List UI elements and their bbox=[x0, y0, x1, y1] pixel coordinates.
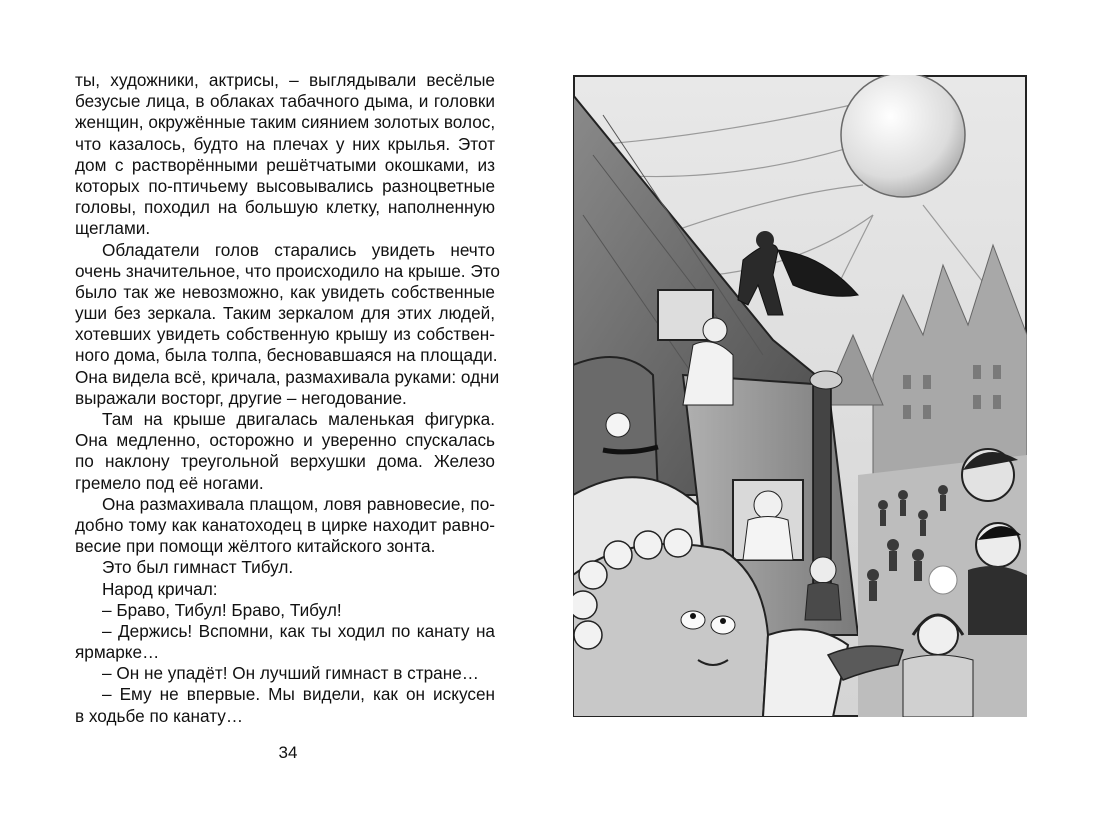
illustration-drawing bbox=[573, 75, 1027, 717]
text-line: в ходьбе по канату… bbox=[75, 705, 244, 726]
text-line: Она видела всё, кричала, размахивала руками: одни bbox=[75, 366, 500, 387]
text-line: уши без зеркала. Таким зеркалом для этих людей, bbox=[75, 303, 495, 324]
illustration-tibul-on-roof bbox=[573, 75, 1027, 717]
paragraph-start: Там на крыше двигалась маленькая фигурка. bbox=[102, 409, 495, 429]
text-line: щеглами. bbox=[75, 218, 151, 239]
dialogue-line: – Держись! Вспомни, как ты ходил по канату на bbox=[102, 620, 495, 641]
text-line: что казалось, будто на плечах у них крылья. Этот bbox=[75, 133, 495, 154]
text-line: головы, походил на большую клетку, наполненную bbox=[75, 197, 495, 218]
dialogue-line: – Ему не впервые. Мы видели, как он искусен bbox=[102, 684, 495, 705]
page-number: 34 bbox=[278, 743, 298, 762]
dialogue-line: – Браво, Тибул! Браво, Тибул! bbox=[102, 599, 342, 620]
window-figure-head bbox=[703, 318, 727, 342]
text-line: Она медленно, осторожно и уверенно спускалась bbox=[75, 430, 495, 451]
text-line: ты, художники, актрисы, – выглядывали весёлые bbox=[75, 70, 495, 90]
text-line: ярмарке… bbox=[75, 642, 160, 663]
snowball-icon bbox=[929, 566, 957, 594]
text-line: хотевших увидеть собственную крышу из собствен- bbox=[75, 324, 495, 345]
text-line: выражали восторг, другие – негодование. bbox=[75, 387, 407, 408]
text-line: которых по-птичьему высовывались разноцветные bbox=[75, 175, 495, 196]
crowd-face-right-middle bbox=[968, 523, 1027, 635]
white-shoulder bbox=[763, 629, 848, 717]
text-line: женщин, окружённые таким сиянием золотых волос, bbox=[75, 112, 496, 133]
text-column bbox=[75, 70, 500, 727]
text-line: очень значительное, что происходило на крыше. Это bbox=[75, 260, 500, 281]
paragraph-start: Народ кричал: bbox=[102, 578, 218, 599]
text-line: было так же невозможно, как увидеть собственные bbox=[75, 281, 495, 302]
boy-figure bbox=[805, 557, 841, 620]
girl-body bbox=[743, 517, 793, 561]
text-line: по наклону треугольной верхушки дома. Железо bbox=[75, 451, 495, 472]
balloon-icon bbox=[841, 75, 965, 197]
text-line: гремело под её ногами. bbox=[75, 472, 264, 493]
chimney-cap bbox=[810, 371, 842, 389]
text-line: безусые лица, в облаках табачного дыма, и головки bbox=[75, 91, 495, 112]
paragraph-start: Это был гимнаст Тибул. bbox=[102, 557, 294, 578]
girl-head bbox=[754, 491, 782, 519]
text-line: весие при помощи жёлтого китайского зонта. bbox=[75, 536, 436, 557]
text-line: добно тому как канатоходец в цирке находит равно- bbox=[75, 514, 495, 535]
paragraph-start: Она размахивала плащом, ловя равновесие, по- bbox=[102, 493, 495, 514]
text-line: дом с растворёнными решётчатыми окошками, из bbox=[75, 154, 495, 175]
dialogue-line: – Он не упадёт! Он лучший гимнаст в стране… bbox=[102, 663, 479, 684]
paragraph-start: Обладатели голов старались увидеть нечто bbox=[102, 239, 495, 260]
text-line: ного дома, была толпа, бесновавшаяся на площади. bbox=[75, 345, 498, 366]
